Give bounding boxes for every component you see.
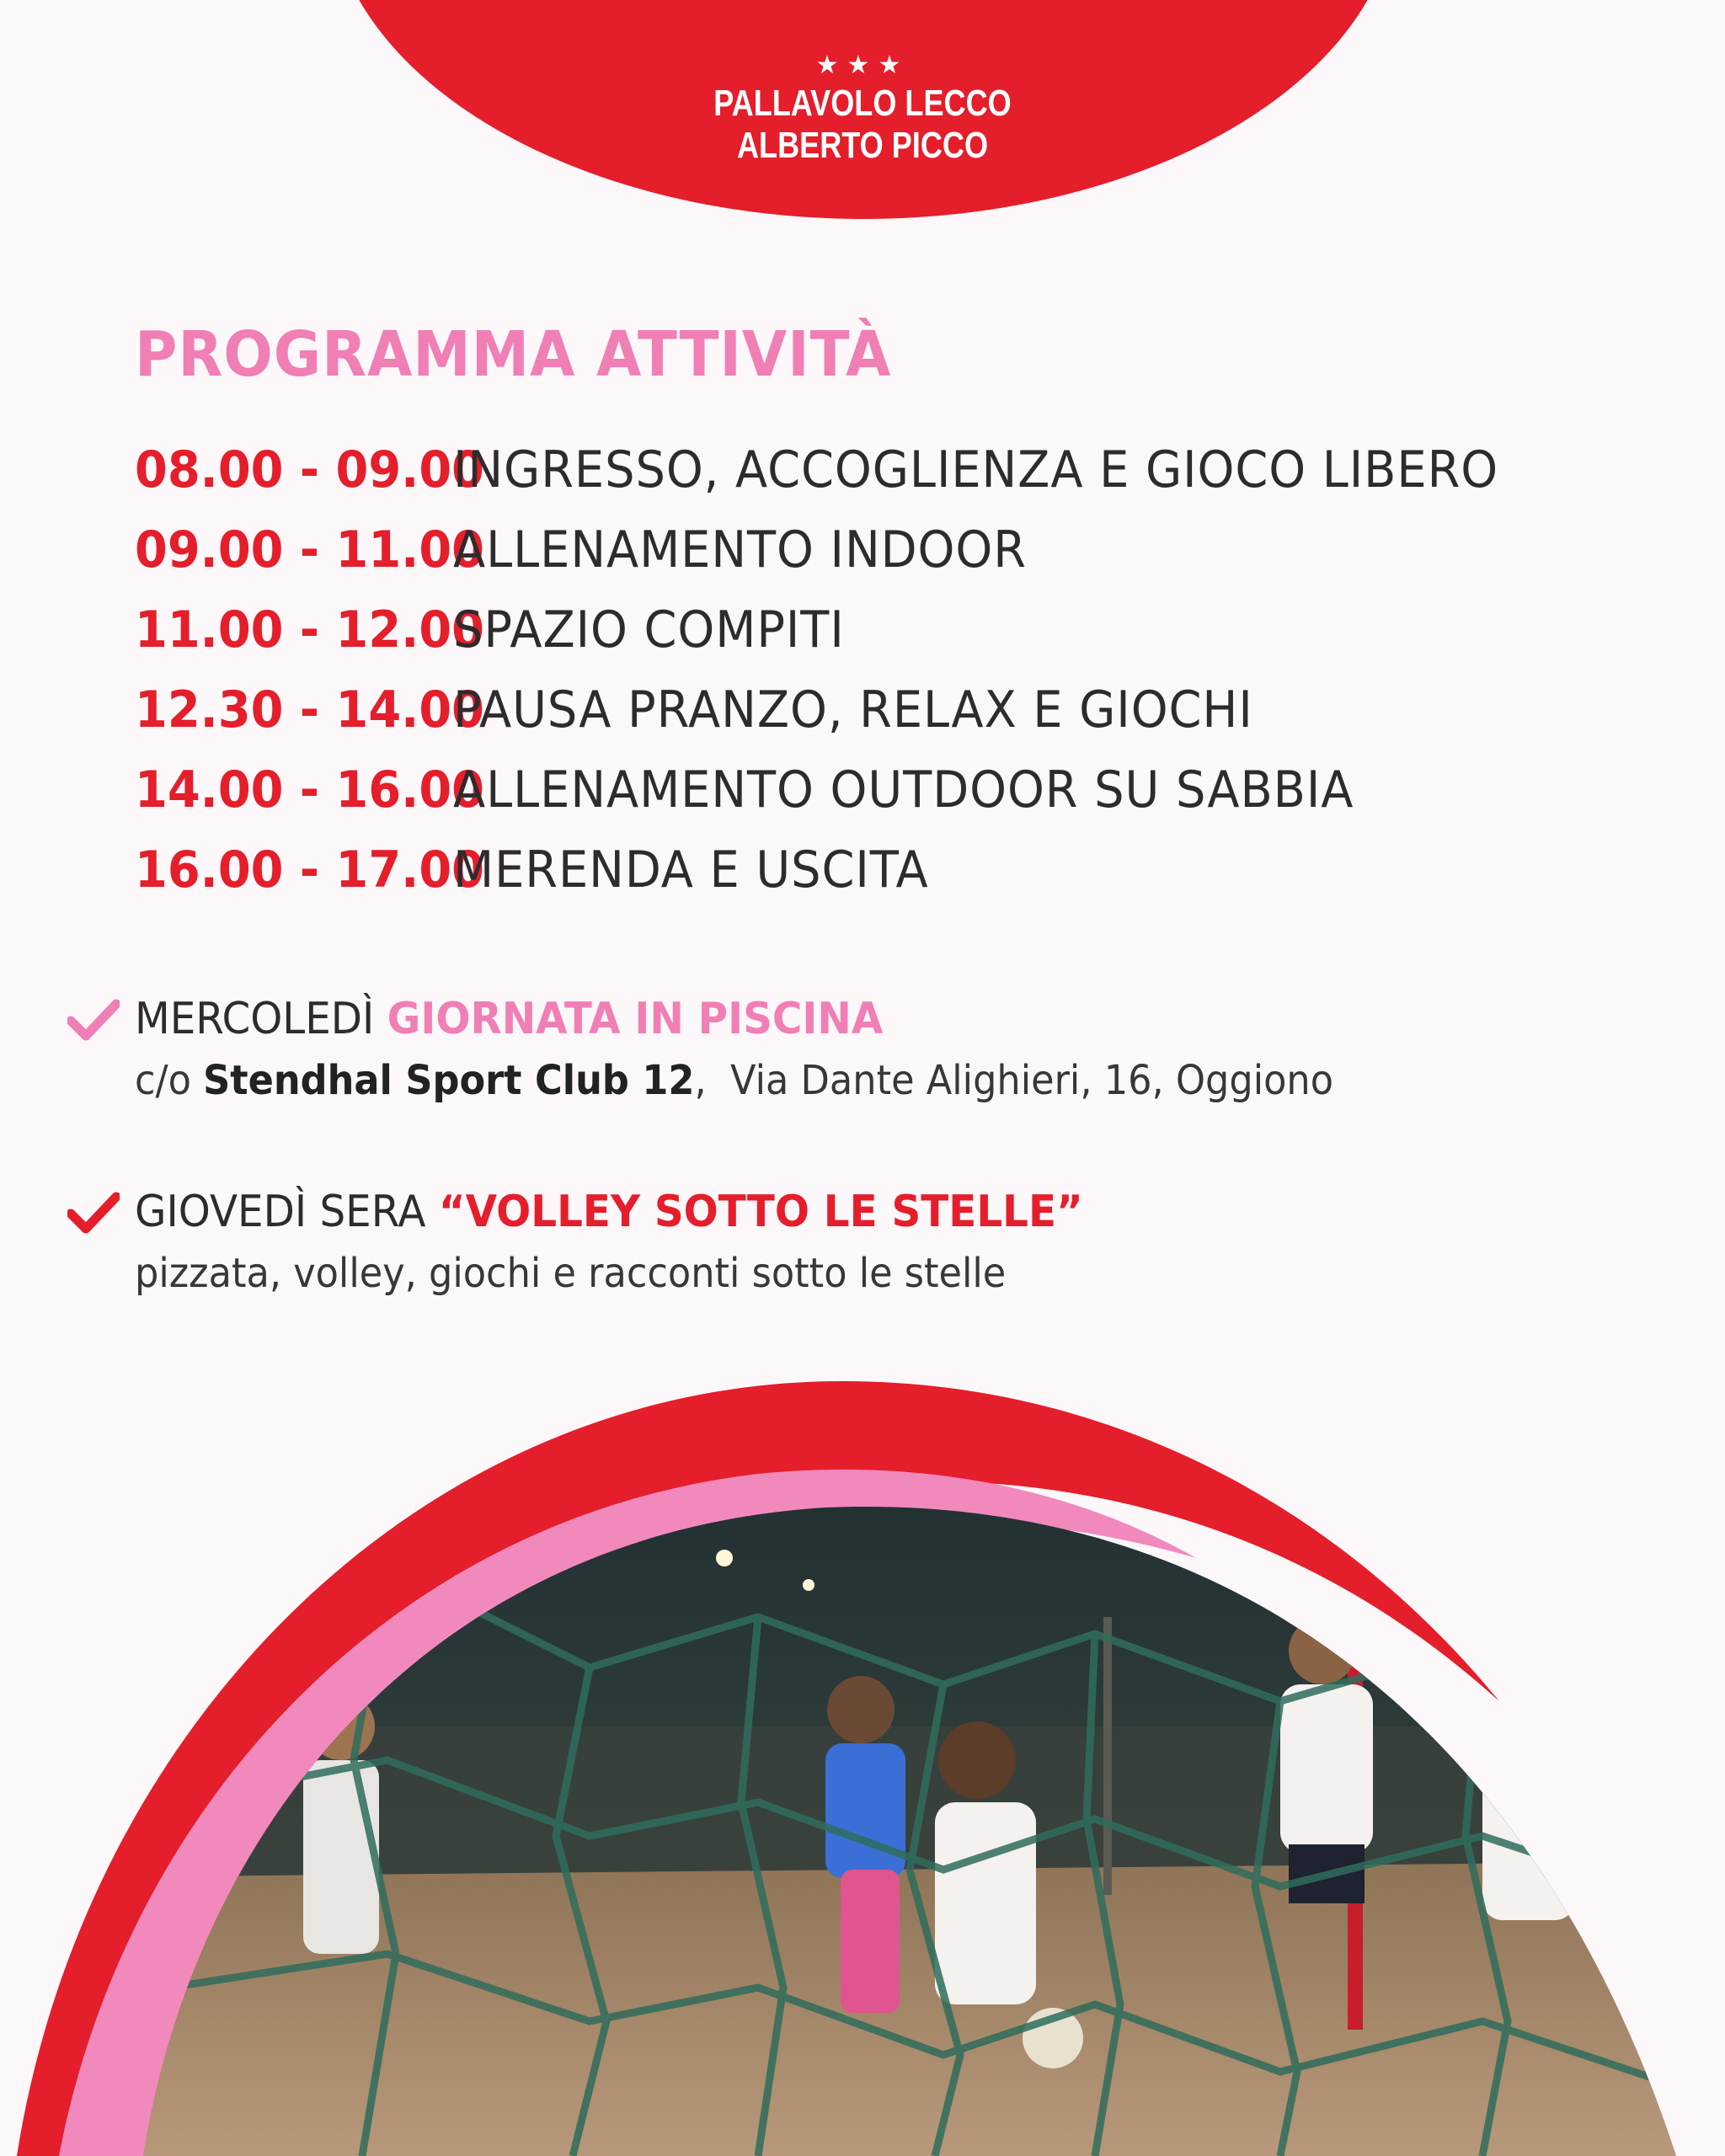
schedule-row	[135, 430, 1578, 510]
wednesday-title	[135, 994, 883, 1044]
beach-volley-photo-area	[0, 1364, 1725, 2156]
schedule-activity: ALLENAMENTO OUTDOOR SU SABBIA	[453, 760, 1354, 819]
schedule-row	[135, 670, 1578, 750]
schedule-row	[135, 830, 1578, 910]
venue-address: Via Dante Alighieri, 16, Oggiono	[730, 1057, 1334, 1104]
schedule-row	[135, 590, 1578, 670]
decorative-arcs	[0, 1364, 1725, 2156]
schedule-activity: PAUSA PRANZO, RELAX E GIOCHI	[453, 680, 1253, 739]
page-title: PROGRAMMA ATTIVITÀ	[135, 318, 892, 391]
schedule-row	[135, 750, 1578, 830]
venue-name: Stendhal Sport Club 12	[203, 1057, 695, 1104]
thursday-highlight: “VOLLEY SOTTO LE STELLE”	[438, 1187, 1083, 1237]
activity-schedule	[135, 430, 1578, 910]
wednesday-location: c/o Stendhal Sport Club 12, Via Dante Alighieri, 16, Oggiono	[135, 1057, 1334, 1104]
schedule-time: 11.00 - 12.00	[135, 600, 485, 659]
pink-check-icon	[67, 997, 120, 1041]
red-check-icon	[67, 1190, 120, 1234]
thursday-note	[67, 1182, 1155, 1305]
schedule-activity: ALLENAMENTO INDOOR	[453, 520, 1027, 579]
thursday-title	[135, 1187, 1083, 1237]
thursday-day: GIOVEDÌ SERA	[135, 1187, 426, 1237]
schedule-time: 08.00 - 09.00	[135, 440, 485, 499]
schedule-time: 09.00 - 11.00	[135, 520, 485, 579]
thursday-description: pizzata, volley, giochi e racconti sotto le stelle	[135, 1250, 1007, 1297]
logo-line-1: PALLAVOLO LECCO	[713, 83, 1012, 124]
wednesday-note	[67, 990, 1423, 1113]
schedule-row	[135, 510, 1578, 590]
logo-line-2: ALBERTO PICCO	[736, 125, 989, 166]
schedule-time: 16.00 - 17.00	[135, 840, 485, 899]
wednesday-highlight: GIORNATA IN PISCINA	[387, 994, 884, 1044]
schedule-time: 12.30 - 14.00	[135, 680, 485, 739]
schedule-activity: MERENDA E USCITA	[453, 840, 929, 899]
club-logo	[0, 49, 1725, 167]
logo-stars-icon: ★★★	[815, 51, 910, 80]
schedule-activity: INGRESSO, ACCOGLIENZA E GIOCO LIBERO	[453, 440, 1499, 499]
location-prefix: c/o	[135, 1057, 191, 1104]
schedule-time: 14.00 - 16.00	[135, 760, 485, 819]
schedule-activity: SPAZIO COMPITI	[453, 600, 845, 659]
wednesday-day: MERCOLEDÌ	[135, 994, 375, 1044]
